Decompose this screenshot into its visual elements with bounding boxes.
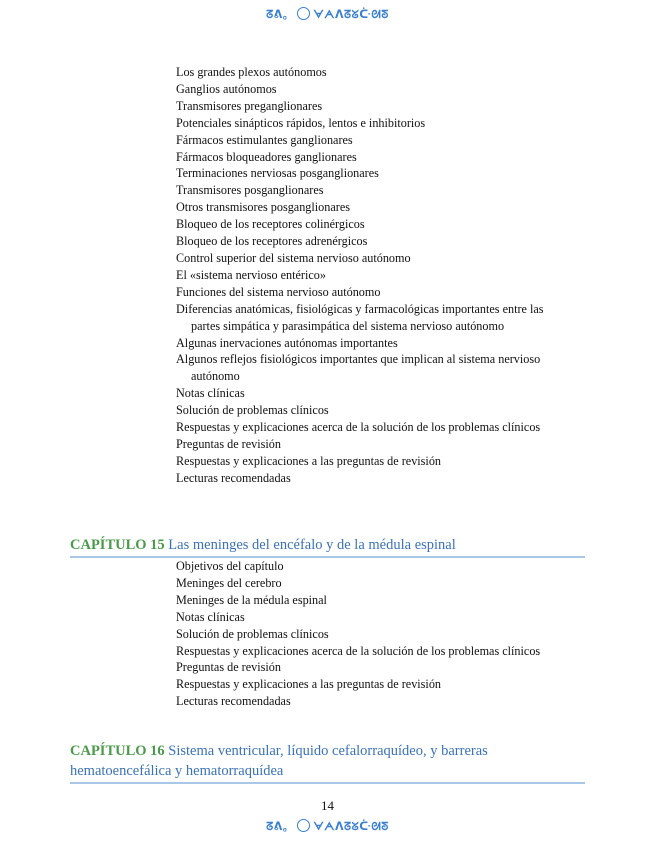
toc-item: Solución de problemas clínicos	[176, 626, 329, 641]
toc-item: Bloqueo de los receptores adrenérgicos	[176, 234, 368, 249]
toc-item: Control superior del sistema nervioso autónomo	[176, 250, 411, 265]
watermark-right-text: ᗄᗅᐱᘔᘜᑤᘛᘕ	[313, 8, 389, 21]
chapter-number: CAPÍTULO 15	[70, 537, 165, 553]
toc-item: Funciones del sistema nervioso autónomo	[176, 284, 381, 299]
chapter-16-heading	[70, 741, 585, 784]
watermark-bottom	[0, 818, 655, 834]
toc-item: Fármacos estimulantes ganglionares	[176, 132, 353, 147]
toc-item: Bloqueo de los receptores colinérgicos	[176, 217, 365, 232]
toc-item: Meninges de la médula espinal	[176, 592, 327, 607]
chapter-15-heading	[70, 535, 585, 558]
toc-item: Algunos reflejos fisiológicos importantes que implican al sistema nervioso autónomo	[176, 352, 541, 384]
toc-item: Fármacos bloqueadores ganglionares	[176, 149, 357, 164]
page-number: 14	[321, 798, 334, 813]
toc-item: El «sistema nervioso entérico»	[176, 267, 326, 282]
toc-item: Respuestas y explicaciones a las preguntas de revisión	[176, 677, 442, 692]
watermark-right-text: ᗄᗅᐱᘔᘜᑤᘛᘕ	[313, 820, 389, 833]
toc-item: Lecturas recomendadas	[176, 470, 291, 485]
toc-item: Ganglios autónomos	[176, 81, 277, 96]
toc-item: Preguntas de revisión	[176, 436, 281, 451]
toc-item: Terminaciones nerviosas posganglionares	[176, 166, 379, 181]
chapter-14-contents	[176, 64, 566, 487]
toc-item: Solución de problemas clínicos	[176, 403, 329, 418]
chapter-title: Sistema ventricular, líquido cefalorraquídeo, y barreras hematoencefálica y hematorraquídea	[70, 743, 488, 779]
toc-item: Respuestas y explicaciones acerca de la solución de los problemas clínicos	[176, 420, 541, 435]
toc-item: Preguntas de revisión	[176, 660, 281, 675]
toc-item: Respuestas y explicaciones a las preguntas de revisión	[176, 453, 442, 468]
toc-item: Lecturas recomendadas	[176, 694, 291, 709]
toc-item: Transmisores posganglionares	[176, 183, 324, 198]
watermark-left-text: ᘔᕕ。	[266, 820, 295, 833]
toc-item: Notas clínicas	[176, 386, 245, 401]
watermark-left-text: ᘔᕕ。	[266, 8, 295, 21]
toc-item: Otros transmisores posganglionares	[176, 200, 350, 215]
chapter-number: CAPÍTULO 16	[70, 743, 165, 759]
toc-item: Meninges del cerebro	[176, 575, 282, 590]
circle-icon	[297, 819, 310, 832]
circle-icon	[297, 7, 310, 20]
toc-item: Algunas inervaciones autónomas importantes	[176, 335, 398, 350]
toc-item: Respuestas y explicaciones acerca de la solución de los problemas clínicos	[176, 643, 541, 658]
chapter-15-contents	[176, 558, 566, 710]
watermark-top	[0, 6, 655, 22]
toc-item: Transmisores preganglionares	[176, 98, 323, 113]
chapter-title: Las meninges del encéfalo y de la médula espinal	[168, 537, 456, 553]
toc-item: Los grandes plexos autónomos	[176, 65, 327, 79]
toc-item: Diferencias anatómicas, fisiológicas y farmacológicas importantes entre las partes simpática y parasimpática del sistema nervioso autónomo	[176, 301, 544, 333]
toc-item: Objetivos del capítulo	[176, 559, 284, 573]
toc-item: Notas clínicas	[176, 609, 245, 624]
toc-item: Potenciales sinápticos rápidos, lentos e inhibitorios	[176, 115, 426, 130]
